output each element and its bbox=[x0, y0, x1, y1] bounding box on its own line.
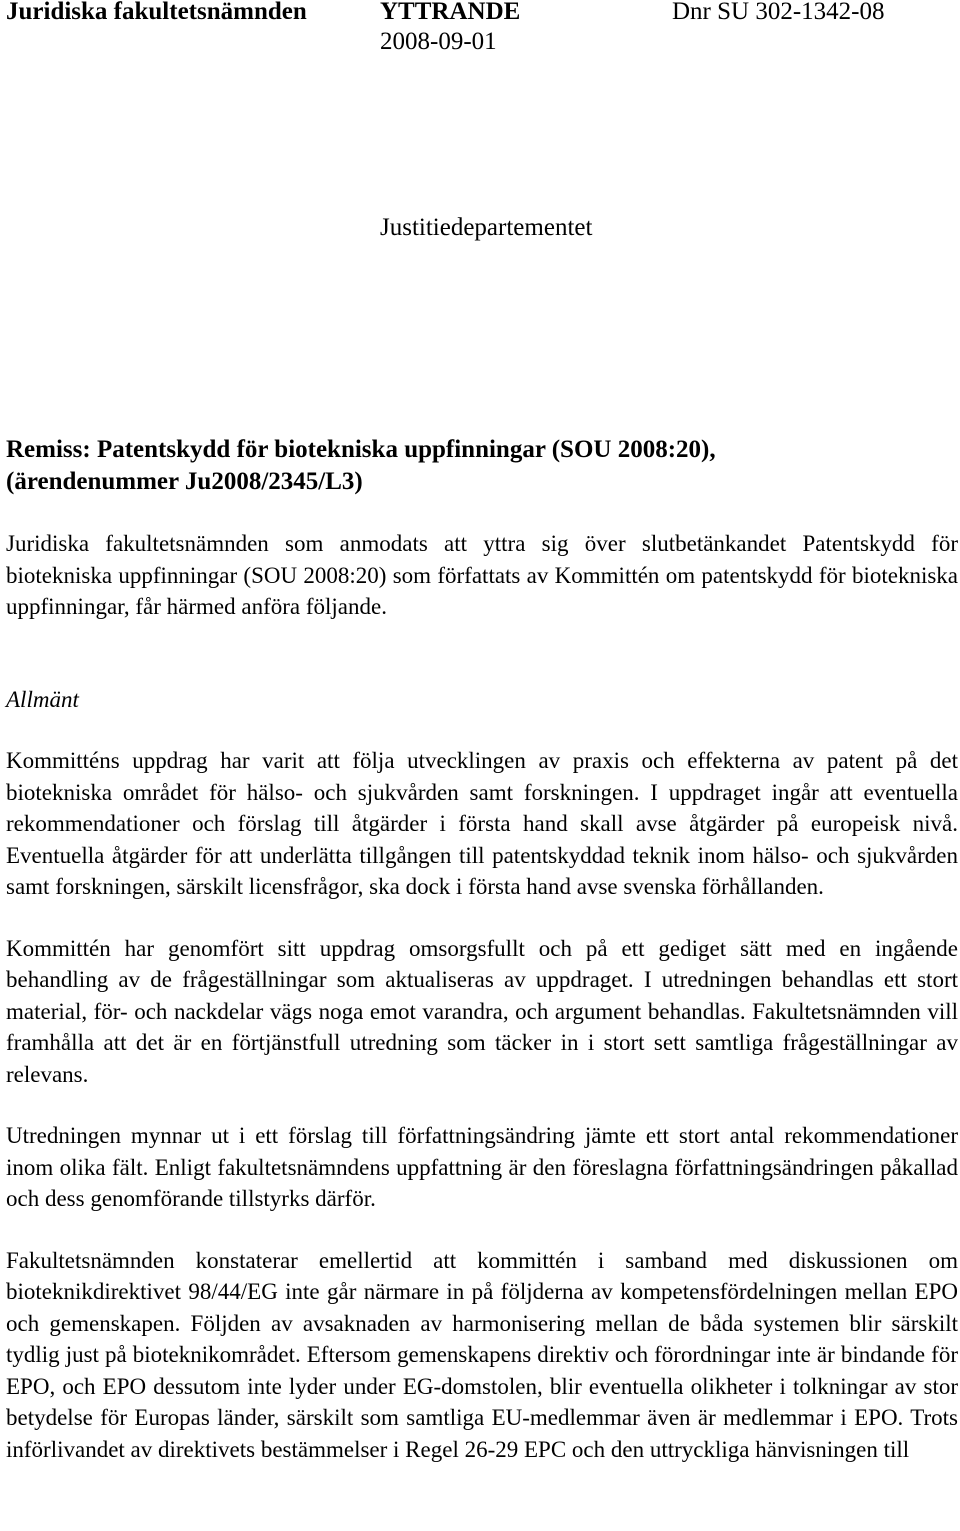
section-heading: Allmänt bbox=[6, 686, 79, 712]
paragraph-3: Utredningen mynnar ut i ett förslag till författningsändring jämte ett stort antal rekommendationer inom olika fält. Enligt fakultetsnämndens uppfattning är den föreslagna författningsändringen påkallad och dess genomförande tillstyrks därför. bbox=[6, 1123, 958, 1211]
paragraph-2: Kommittén har genomfört sitt uppdrag omsorgsfullt och på ett gediget sätt med en ingående behandling av de frågeställningar som aktualiseras av uppdraget. I utredningen behandlas ett stort material, för- och nackdelar vägs noga emot varandra, och argument behandlas. Fakultetsnämnden vill framhålla att det är en förtjänstfull utredning som täcker in i stort sett samtliga frågeställningar av relevans. bbox=[6, 935, 958, 1087]
paragraph-4: Fakultetsnämnden konstaterar emellertid att kommittén i samband med diskussionen om bioteknikdirektivet 98/44/EG inte går närmare in på följderna av kompetensfördelningen mellan EPO och gemenskapen. Följden av avsaknaden av harmonisering mellan de båda systemen blir särskilt tydlig just på bioteknikområdet. Eftersom gemenskapens direktiv och förordningar inte är bindande för EPO, och EPO dessutom inte lyder under EG-domstolen, blir eventuella olikheter i tolkningar av stor betydelse för Europas länder, särskilt som samtliga EU-medlemmar även är medlemmar i EPO. Trots införlivandet av direktivets bestämmelser i Regel 26-29 EPC och den uttryckliga hänvisningen till bbox=[6, 1247, 958, 1462]
organization-name: Juridiska fakultetsnämnden bbox=[6, 0, 307, 25]
document-header bbox=[0, 0, 960, 60]
title-line-2: (ärendenummer Ju2008/2345/L3) bbox=[6, 468, 363, 495]
intro-paragraph: Juridiska fakultetsnämnden som anmodats att yttra sig över slutbetänkandet Patentskydd för biotekniska uppfinningar (SOU 2008:20) som författats av Kommittén om patentskydd för biotekniska uppfinningar, får härmed anföra följande. bbox=[6, 531, 958, 619]
paragraph-1: Kommitténs uppdrag har varit att följa utvecklingen av praxis och effekterna av patent på det biotekniska området för hälso- och sjukvården samt forskningen. I uppdraget ingår att eventuella rekommendationer och förslag till åtgärder i första hand skall avse åtgärder på europeisk nivå. Eventuella åtgärder för att underlätta tillgången till patentskyddad teknik inom hälso- och sjukvården samt forskningen, särskilt licensfrågor, ska dock i första hand avse svenska förhållanden. bbox=[6, 748, 958, 899]
document-date: 2008-09-01 bbox=[380, 28, 497, 55]
reference-number: Dnr SU 302-1342-08 bbox=[672, 0, 885, 25]
document-title bbox=[6, 434, 958, 498]
title-line-1: Remiss: Patentskydd för biotekniska uppfinningar (SOU 2008:20), bbox=[6, 436, 716, 463]
document-body bbox=[6, 434, 958, 1465]
recipient: Justitiedepartementet bbox=[380, 214, 593, 241]
document-type: YTTRANDE bbox=[380, 0, 521, 25]
